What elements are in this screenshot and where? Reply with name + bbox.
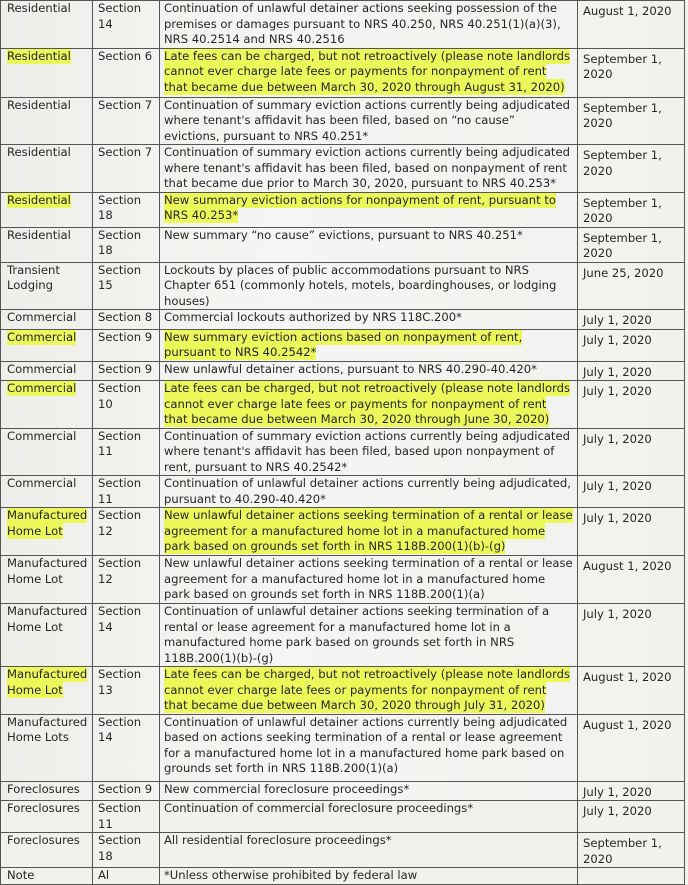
section-cell [93, 801, 160, 833]
description-cell [160, 145, 578, 193]
category-text: Residential [7, 227, 71, 242]
description-cell [160, 1, 578, 49]
section-cell [93, 361, 160, 381]
description-text: Continuation of unlawful detainer actions seeking termination of a rental or lease agreement for a manufactured home lot in a manufactured home park based on grounds set forth in NRS 118B.200(1)(b)-(g) [164, 604, 550, 665]
category-cell [1, 227, 93, 262]
category-text: Foreclosures [7, 781, 80, 796]
section-text: Section 13 [98, 667, 142, 697]
description-text: Continuation of commercial foreclosure proceedings* [164, 801, 474, 815]
section-text: Section 18 [98, 227, 142, 257]
table-row [1, 781, 685, 801]
table-row [1, 667, 685, 715]
table-row [1, 801, 685, 833]
table-row [1, 145, 685, 193]
section-cell [93, 781, 160, 801]
section-text: Section 9 [98, 361, 153, 376]
table-row [1, 508, 685, 556]
section-cell [93, 381, 160, 429]
category-cell [1, 97, 93, 145]
table-row [1, 714, 685, 781]
section-text: Section 6 [98, 48, 153, 63]
description-cell [160, 428, 578, 476]
category-cell [1, 192, 93, 227]
section-cell [93, 262, 160, 310]
section-cell [93, 604, 160, 667]
category-text: Residential [7, 192, 71, 207]
category-text: Manufactured Home Lot [7, 508, 88, 538]
section-text: Section 14 [98, 604, 142, 634]
description-cell [160, 781, 578, 801]
description-cell [160, 329, 578, 361]
description-text: Late fees can be charged, but not retroactively (please note landlords cannot ever charge late fees or payments for nonpayment of rent that became due between March 30, 2020 through August 31, 2020) [164, 48, 571, 94]
description-cell [160, 868, 578, 885]
table-row [1, 97, 685, 145]
category-text: Residential [7, 1, 71, 15]
description-cell [160, 48, 578, 97]
category-text: Manufactured Home Lot [7, 604, 88, 634]
effective-date-cell [578, 1, 685, 49]
effective-date-text: July 1, 2020 [583, 384, 652, 398]
table-row [1, 262, 685, 310]
table-row [1, 1, 685, 49]
section-text: Section 7 [98, 145, 153, 159]
effective-date-text: August 1, 2020 [583, 559, 672, 573]
table-row [1, 604, 685, 667]
section-cell [93, 833, 160, 868]
effective-date-cell [578, 48, 685, 97]
description-text: Continuation of summary eviction actions currently being adjudicated where tenant's affidavit has been filed, based on nonpayment of rent that became due prior to March 30, 2020, pursuant to NRS 40.253* [164, 145, 570, 190]
description-text: Late fees can be charged, but not retroactively (please note landlords cannot ever charge late fees or payments for nonpayment of rent that became due between March 30, 2020 through June 30, 2020) [164, 381, 571, 426]
description-cell [160, 262, 578, 310]
section-cell [93, 227, 160, 262]
category-text: Note [7, 868, 35, 882]
section-text: Al [98, 868, 110, 882]
effective-date-cell [578, 329, 685, 361]
description-cell [160, 801, 578, 833]
category-cell [1, 310, 93, 330]
table-row [1, 192, 685, 227]
category-text: Commercial [7, 381, 77, 395]
table-row [1, 48, 685, 97]
section-text: Section 9 [98, 781, 153, 796]
section-cell [93, 192, 160, 227]
section-text: Section 18 [98, 192, 142, 222]
effective-date-text: July 1, 2020 [583, 804, 652, 818]
description-cell [160, 556, 578, 604]
description-cell [160, 361, 578, 381]
section-text: Section 9 [98, 329, 153, 344]
description-text: Continuation of unlawful detainer actions currently being adjudicated based on actions seeking termination of a rental or lease agreement for a manufactured home lot in a manufactured home park based on grounds set forth in NRS 118B.200(1)(a) [164, 714, 568, 775]
description-cell [160, 192, 578, 227]
category-cell [1, 428, 93, 476]
category-cell [1, 361, 93, 381]
description-cell [160, 97, 578, 145]
effective-date-text: July 1, 2020 [583, 479, 652, 493]
effective-date-text: September 1, 2020 [583, 836, 662, 866]
description-text: Continuation of summary eviction actions currently being adjudicated where tenant's affidavit has been filed, based upon nonpayment of rent, pursuant to NRS 40.2542* [164, 428, 570, 474]
effective-date-cell [578, 714, 685, 781]
description-text: New commercial foreclosure proceedings* [164, 781, 410, 796]
effective-date-text: September 1, 2020 [583, 195, 662, 225]
section-cell [93, 667, 160, 715]
description-text: Commercial lockouts authorized by NRS 118C.200* [164, 310, 462, 324]
effective-date-text: July 1, 2020 [583, 313, 652, 327]
section-cell [93, 329, 160, 361]
section-text: Section 10 [98, 381, 142, 411]
effective-date-cell [578, 262, 685, 310]
category-cell [1, 476, 93, 508]
section-cell [93, 428, 160, 476]
effective-date-cell [578, 476, 685, 508]
effective-date-cell [578, 833, 685, 868]
effective-date-cell [578, 556, 685, 604]
category-text: Commercial [7, 476, 77, 490]
section-text: Section 14 [98, 1, 142, 31]
table-body [1, 1, 685, 885]
category-cell [1, 381, 93, 429]
effective-date-cell [578, 508, 685, 556]
description-text: New unlawful detainer actions, pursuant to NRS 40.290-40.420* [164, 361, 537, 376]
category-text: Commercial [7, 310, 77, 324]
description-cell [160, 714, 578, 781]
effective-date-text: July 1, 2020 [583, 607, 652, 621]
category-cell [1, 329, 93, 361]
effective-date-text: July 1, 2020 [583, 431, 652, 446]
description-cell [160, 604, 578, 667]
effective-date-text: June 25, 2020 [583, 265, 664, 280]
section-cell [93, 1, 160, 49]
effective-date-cell [578, 310, 685, 330]
category-cell [1, 667, 93, 715]
table-row [1, 428, 685, 476]
section-text: Section 8 [98, 310, 153, 324]
table-row [1, 476, 685, 508]
category-text: Commercial [7, 329, 77, 344]
table-row [1, 329, 685, 361]
effective-date-cell [578, 801, 685, 833]
section-text: Section 12 [98, 508, 142, 538]
category-cell [1, 1, 93, 49]
effective-date-text: July 1, 2020 [583, 364, 652, 379]
section-text: Section 15 [98, 262, 142, 292]
section-text: Section 11 [98, 476, 142, 506]
description-text: Continuation of unlawful detainer actions currently being adjudicated, pursuant to 40.290-40.420* [164, 476, 571, 506]
section-cell [93, 508, 160, 556]
section-text: Section 12 [98, 556, 142, 586]
description-text: *Unless otherwise prohibited by federal law [164, 868, 418, 882]
category-cell [1, 48, 93, 97]
section-text: Section 11 [98, 801, 142, 831]
table-row [1, 868, 685, 885]
table-row [1, 556, 685, 604]
effective-date-text: September 1, 2020 [583, 230, 662, 260]
effective-date-text: September 1, 2020 [583, 51, 662, 81]
effective-date-text: July 1, 2020 [583, 784, 652, 799]
table-row [1, 381, 685, 429]
category-cell [1, 781, 93, 801]
category-text: Commercial [7, 361, 77, 376]
table-row [1, 310, 685, 330]
effective-date-text: August 1, 2020 [583, 4, 672, 18]
effective-date-cell [578, 361, 685, 381]
category-cell [1, 556, 93, 604]
description-cell [160, 667, 578, 715]
category-text: Residential [7, 97, 71, 112]
category-text: Manufactured Home Lot [7, 667, 88, 697]
category-cell [1, 801, 93, 833]
description-text: Lockouts by places of public accommodations pursuant to NRS Chapter 651 (commonly hotels, motels, boardinghouses, or lodging houses) [164, 262, 557, 308]
section-cell [93, 476, 160, 508]
category-cell [1, 604, 93, 667]
category-text: Residential [7, 48, 71, 63]
section-cell [93, 556, 160, 604]
section-cell [93, 48, 160, 97]
description-text: Continuation of summary eviction actions currently being adjudicated where tenant's affidavit has been filed, based on “no cause” evictions, pursuant to NRS 40.251* [164, 97, 570, 143]
section-text: Section 18 [98, 833, 142, 863]
description-text: New summary eviction actions based on nonpayment of rent, pursuant to NRS 40.2542* [164, 329, 523, 359]
effective-date-cell [578, 145, 685, 193]
effective-date-text: July 1, 2020 [583, 511, 652, 525]
section-text: Section 11 [98, 428, 142, 458]
description-cell [160, 476, 578, 508]
category-text: Manufactured Home Lots [7, 714, 88, 744]
category-cell [1, 508, 93, 556]
description-text: All residential foreclosure proceedings* [164, 833, 392, 847]
effective-date-text: July 1, 2020 [583, 332, 652, 347]
effective-date-cell [578, 604, 685, 667]
category-cell [1, 833, 93, 868]
effective-date-text: August 1, 2020 [583, 717, 672, 732]
category-text: Foreclosures [7, 801, 80, 815]
description-text: Late fees can be charged, but not retroactively (please note landlords cannot ever charge late fees or payments for nonpayment of rent that became due between March 30, 2020 through July 31, 2020) [164, 667, 571, 712]
description-text: New unlawful detainer actions seeking termination of a rental or lease agreement for a manufactured home lot in a manufactured home park based on grounds set forth in NRS 118B.200(1)(b)-(g) [164, 508, 573, 553]
category-text: Foreclosures [7, 833, 80, 847]
description-cell [160, 381, 578, 429]
effective-date-cell [578, 97, 685, 145]
effective-date-cell [578, 192, 685, 227]
effective-date-text: August 1, 2020 [583, 670, 672, 684]
section-cell [93, 145, 160, 193]
effective-date-text: September 1, 2020 [583, 100, 662, 130]
category-cell [1, 868, 93, 885]
section-cell [93, 97, 160, 145]
effective-date-cell [578, 667, 685, 715]
category-cell [1, 714, 93, 781]
effective-date-cell [578, 381, 685, 429]
section-text: Section 7 [98, 97, 153, 112]
description-text: New summary eviction actions for nonpayment of rent, pursuant to NRS 40.253* [164, 192, 556, 222]
description-cell [160, 310, 578, 330]
section-text: Section 14 [98, 714, 142, 744]
category-text: Residential [7, 145, 71, 159]
effective-date-cell [578, 227, 685, 262]
description-cell [160, 508, 578, 556]
description-text: New summary “no cause” evictions, pursuant to NRS 40.251* [164, 227, 523, 242]
table-row [1, 361, 685, 381]
table-row [1, 227, 685, 262]
description-cell [160, 227, 578, 262]
effective-date-cell [578, 781, 685, 801]
category-cell [1, 262, 93, 310]
category-text: Transient Lodging [7, 262, 60, 292]
description-text: Continuation of unlawful detainer actions seeking possession of the premises or damages pursuant to NRS 40.250, NRS 40.251(1)(a)(3), NRS 40.2514 and NRS 40.2516 [164, 1, 561, 46]
effective-date-cell [578, 428, 685, 476]
table-row [1, 833, 685, 868]
section-cell [93, 714, 160, 781]
category-text: Manufactured Home Lot [7, 556, 88, 586]
effective-date-cell [578, 868, 685, 885]
effective-date-text: September 1, 2020 [583, 148, 662, 178]
category-cell [1, 145, 93, 193]
section-cell [93, 310, 160, 330]
description-cell [160, 833, 578, 868]
section-cell [93, 868, 160, 885]
description-text: New unlawful detainer actions seeking termination of a rental or lease agreement for a manufactured home lot in a manufactured home park based on grounds set forth in NRS 118B.200(1)(a) [164, 556, 573, 601]
category-text: Commercial [7, 428, 77, 443]
